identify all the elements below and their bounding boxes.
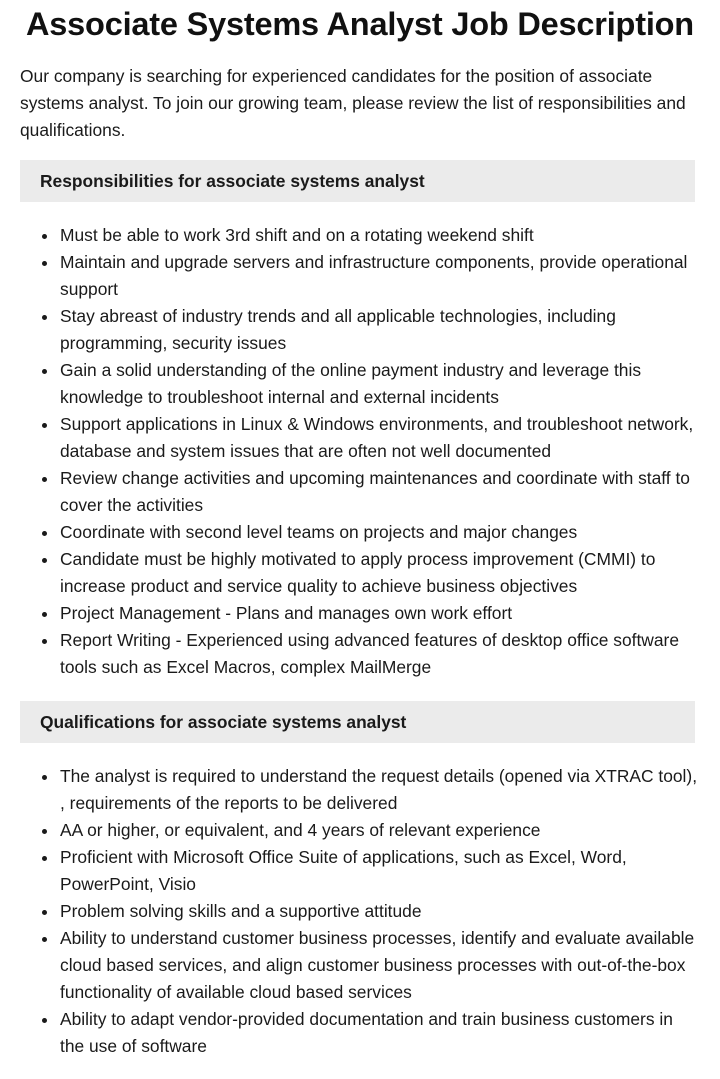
list-item: Problem solving skills and a supportive attitude <box>20 898 700 925</box>
bullet-icon <box>42 937 47 942</box>
qualifications-heading <box>20 701 695 743</box>
bullet-icon <box>42 234 47 239</box>
bullet-icon <box>42 315 47 320</box>
qualifications-heading-text: Qualifications for associate systems analyst <box>40 711 407 732</box>
list-item: Support applications in Linux & Windows environments, and troubleshoot network, database and system issues that are often not well documented <box>20 411 700 465</box>
bullet-icon <box>42 910 47 915</box>
page-title: Associate Systems Analyst Job Description <box>26 6 694 42</box>
list-item: Ability to adapt vendor-provided documentation and train business customers in the use of software <box>20 1006 700 1060</box>
list-item: Must be able to work 3rd shift and on a rotating weekend shift <box>20 222 700 249</box>
bullet-icon <box>42 1018 47 1023</box>
intro-paragraph: Our company is searching for experienced candidates for the position of associate systems analyst. To join our growing team, please review the list of responsibilities and qualifications. <box>20 66 686 140</box>
bullet-icon <box>42 856 47 861</box>
bullet-icon <box>42 829 47 834</box>
list-item: Proficient with Microsoft Office Suite of applications, such as Excel, Word, PowerPoint, Visio <box>20 844 700 898</box>
list-item: Maintain and upgrade servers and infrastructure components, provide operational support <box>20 249 700 303</box>
bullet-icon <box>42 612 47 617</box>
bullet-icon <box>42 477 47 482</box>
list-item: Project Management - Plans and manages own work effort <box>20 600 700 627</box>
bullet-icon <box>42 369 47 374</box>
list-item: The analyst is required to understand the request details (opened via XTRAC tool), , requirements of the reports to be delivered <box>20 763 700 817</box>
responsibilities-heading <box>20 160 695 202</box>
list-item: Gain a solid understanding of the online payment industry and leverage this knowledge to troubleshoot internal and external incidents <box>20 357 700 411</box>
qualifications-list <box>20 763 700 1060</box>
bullet-icon <box>42 775 47 780</box>
bullet-icon <box>42 558 47 563</box>
bullet-icon <box>42 531 47 536</box>
bullet-icon <box>42 261 47 266</box>
list-item: AA or higher, or equivalent, and 4 years of relevant experience <box>20 817 700 844</box>
list-item: Report Writing - Experienced using advanced features of desktop office software tools such as Excel Macros, complex MailMerge <box>20 627 700 681</box>
bullet-icon <box>42 639 47 644</box>
list-item: Review change activities and upcoming maintenances and coordinate with staff to cover the activities <box>20 465 700 519</box>
list-item: Ability to understand customer business processes, identify and evaluate available cloud based services, and align customer business processes with out-of-the-box functionality of available cloud based services <box>20 925 700 1006</box>
responsibilities-list <box>20 222 700 681</box>
responsibilities-heading-text: Responsibilities for associate systems analyst <box>40 170 425 191</box>
list-item: Candidate must be highly motivated to apply process improvement (CMMI) to increase product and service quality to achieve business objectives <box>20 546 700 600</box>
list-item: Coordinate with second level teams on projects and major changes <box>20 519 700 546</box>
list-item: Stay abreast of industry trends and all applicable technologies, including programming, security issues <box>20 303 700 357</box>
bullet-icon <box>42 423 47 428</box>
